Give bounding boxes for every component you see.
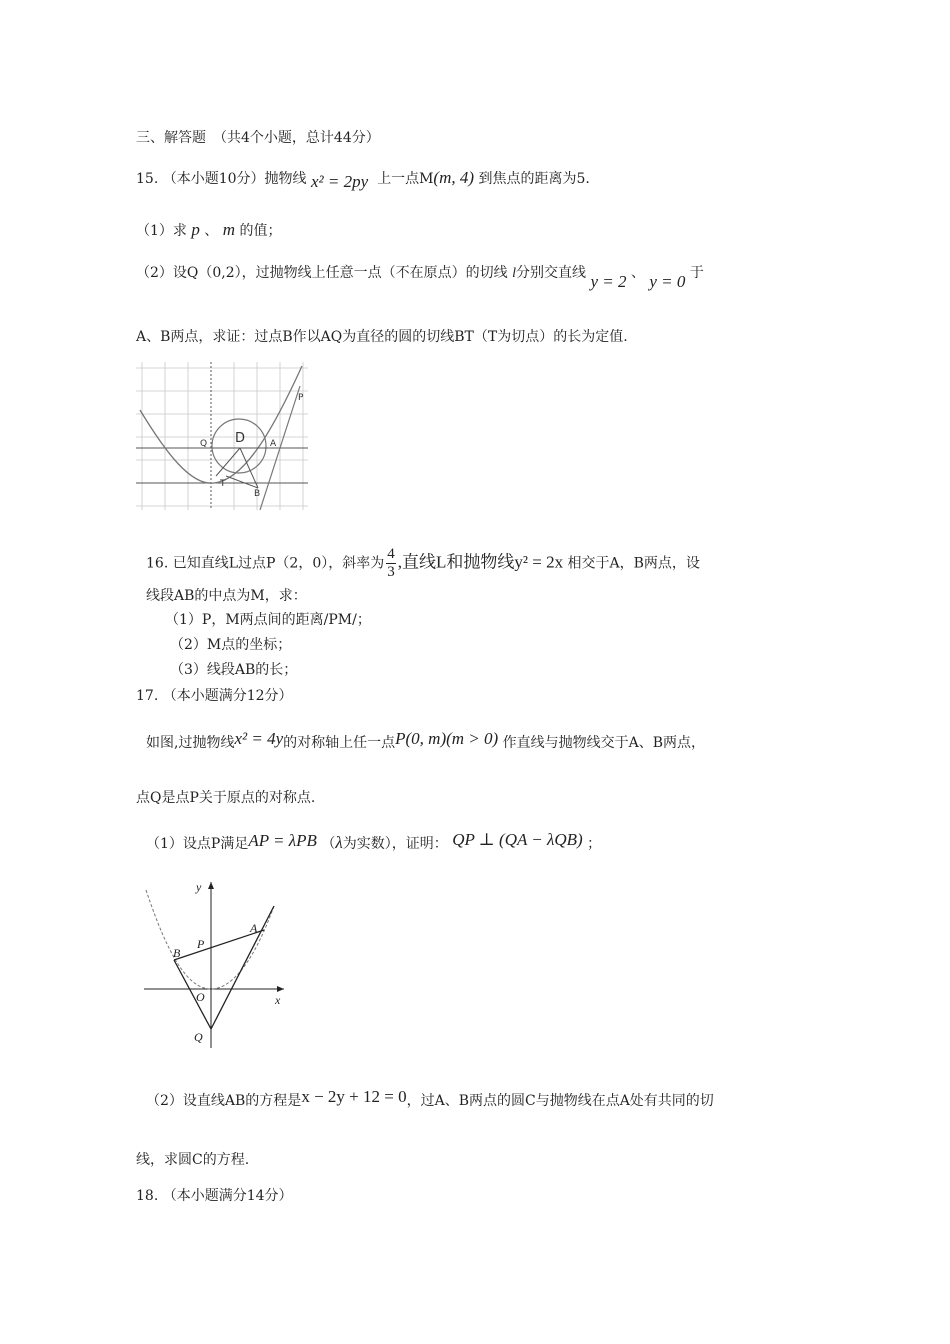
q15-figure xyxy=(136,358,321,518)
q15-line1: 15. （本小题10分）抛物线 x² = 2py 上一点M(m, 4) 到焦点的距离为5. xyxy=(136,168,590,191)
q16-part2: （2）M点的坐标； xyxy=(170,637,292,653)
q17-fig-label-p: P xyxy=(197,937,205,951)
q15-fig-label-q: Q xyxy=(200,439,208,449)
q16-line1: 16. 已知直线L过点P（2，0），斜率为 $\frac{4}{3}$ ,直线L和抛物线y² = 2x 相交于A，B两点，设 xyxy=(146,546,700,580)
q17-part1: （1）设点P满足AP = λPB （λ为实数），证明： QP ⊥ (QA − λQB) ； xyxy=(146,830,602,852)
q17-part2-line2: 线，求圆C的方程. xyxy=(136,1152,250,1168)
q18-header: 18. （本小题满分14分） xyxy=(136,1188,293,1204)
q17-fig-label-y: y xyxy=(196,880,202,894)
q15-fig-label-p: P xyxy=(298,393,304,403)
q17-fig-label-x: x xyxy=(275,993,281,1007)
q15-part2: （2）设Q（0,2），过抛物线上任意一点（不在原点）的切线 l分别交直线 y = 2 、 y = 0 于 xyxy=(136,265,704,291)
q16-line2: 线段AB的中点为M，求： xyxy=(146,588,307,604)
q17-line2: 点Q是点P关于原点的对称点. xyxy=(136,790,316,806)
q17-fig-label-a: A xyxy=(250,921,258,935)
q17-fig-label-b: B xyxy=(173,946,181,960)
q17-fig-label-q: Q xyxy=(194,1030,203,1044)
q15-part1: （1）求 p 、 m 的值； xyxy=(136,220,282,239)
q15-fig-label-d: D xyxy=(235,431,246,446)
q16-part1: （1）P，M两点间的距离/PM/； xyxy=(165,612,371,628)
q15-fig-label-t: T xyxy=(220,479,226,489)
q17-line1: 如图,过抛物线x² = 4y的对称轴上任一点P(0, m)(m > 0) 作直线与抛物线交于A、B两点， xyxy=(146,729,706,751)
q16-part3: （3）线段AB的长； xyxy=(170,662,298,678)
q15-fig-label-b: B xyxy=(254,489,261,499)
q15-fig-label-a: A xyxy=(270,439,277,449)
q17-header: 17. （本小题满分12分） xyxy=(136,688,293,704)
q17-part2: （2）设直线AB的方程是x − 2y + 12 = 0，过A、B两点的圆C与抛物线在点A处有共同的切 xyxy=(146,1087,714,1109)
slope-fraction: $\frac{4}{3}$ xyxy=(387,546,395,580)
q15-part2-line2: A、B两点，求证：过点B作以AQ为直径的圆的切线BT（T为切点）的长为定值. xyxy=(136,329,628,345)
q17-fig-label-o: O xyxy=(196,990,205,1004)
section-title: 三、解答题 （共4个小题，总计44分） xyxy=(136,130,380,146)
q17-figure xyxy=(138,876,288,1052)
